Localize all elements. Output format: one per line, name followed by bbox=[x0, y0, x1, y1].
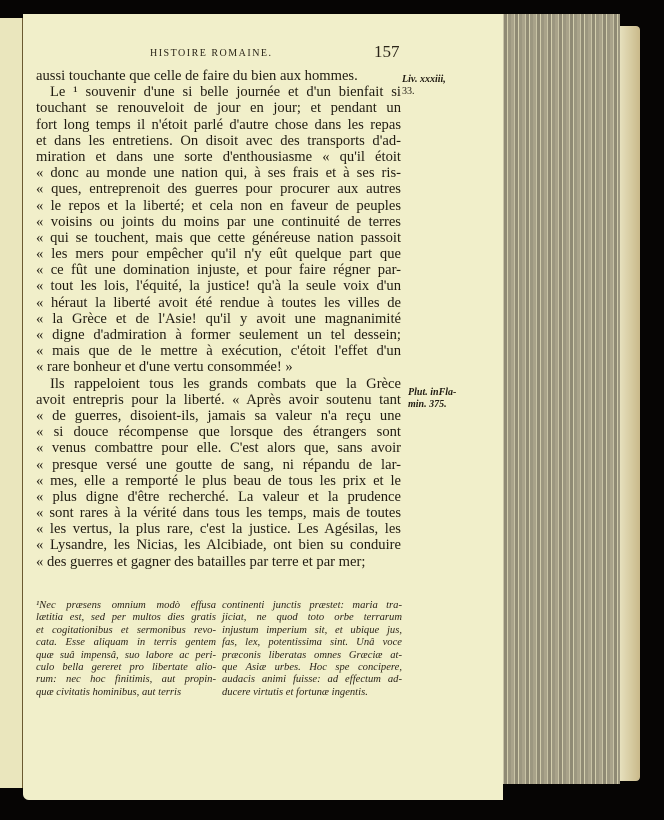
text-line: « la Grèce et de l'Asie! qu'il y avoit une magnanimité bbox=[36, 310, 401, 327]
text-line: « sont rares à la vérité dans tous les temps, mais de toutes bbox=[36, 505, 401, 522]
text-line: « si douce récompense que lorsque des étrangers sont bbox=[36, 424, 401, 441]
text-line: « plus digne d'être recherché. La valeur et la prudence bbox=[36, 488, 401, 505]
body-text bbox=[36, 68, 401, 570]
text-line: aussi touchante que celle de faire du bien aux hommes. bbox=[36, 68, 358, 84]
text-line: « mais que de le mettre à exécution, c'étoit l'effet d'un bbox=[36, 343, 401, 360]
footnote-column-right bbox=[222, 600, 402, 699]
facing-page-edge bbox=[0, 18, 23, 788]
marginal-note-line: Plut. inFla- bbox=[408, 387, 457, 398]
text-line: « de guerres, disoient-ils, jamais sa valeur n'a reçu une bbox=[36, 407, 401, 424]
text-line: « rare bonheur et d'une vertu consommée! » bbox=[36, 359, 293, 376]
footnotes bbox=[36, 600, 402, 699]
text-line: « presque versé une goutte de sang, ni répandu de lar- bbox=[36, 456, 401, 473]
footnote-line: ducere virtutis et fortunæ ingentis. bbox=[222, 686, 368, 698]
text-line: fort long temps il n'étoit parlé d'autre chose dans les repas bbox=[36, 116, 401, 133]
text-line: « les mers pour empêcher qu'il n'y eût quelque part que bbox=[36, 246, 401, 263]
text-line: « le repos et la liberté; et cela non en faveur de peuples bbox=[36, 197, 401, 214]
footnote-line: quæ suâ impensâ, suo labore ac peri- bbox=[36, 649, 216, 661]
page-number: 157 bbox=[374, 42, 400, 61]
book-fore-edge bbox=[620, 26, 640, 781]
text-line: « ce fût une domination injuste, et pour faire régner par- bbox=[36, 262, 401, 279]
text-line: « venus combattre pour elle. C'est alors que, sans avoir bbox=[36, 440, 401, 457]
text-line: « les vertus, la plus rare, c'est la justice. Les Agésilas, les bbox=[36, 521, 401, 538]
page-stack-edges bbox=[500, 14, 620, 784]
footnote-line: præconis liberatas omnes Græciæ at- bbox=[222, 649, 402, 661]
text-line: « des guerres et gagner des batailles par terre et par mer; bbox=[36, 553, 366, 570]
footnote-line: continenti junctis præstet: maria tra- bbox=[222, 600, 402, 611]
footnote-column-left bbox=[36, 600, 216, 699]
text-line: Ils rappeloient tous les grands combats que la Grèce bbox=[50, 375, 401, 392]
running-head: HISTOIRE ROMAINE. bbox=[150, 48, 273, 59]
footnote-line: injustum imperium sit, et ubique jus, bbox=[222, 624, 402, 636]
marginal-note bbox=[408, 387, 456, 411]
text-line: « ques, entreprenoit des guerres pour procurer aux autres bbox=[36, 181, 401, 198]
marginal-note-line: 33. bbox=[402, 86, 415, 97]
text-line: « Lysandre, les Nicias, les Alcibiade, ont bien su conduire bbox=[36, 537, 401, 554]
footnote-line: cata. Esse aliquam in terris gentem bbox=[36, 637, 216, 649]
text-line: Le ¹ souvenir d'une si belle journée et d'un bienfait si bbox=[50, 84, 401, 101]
text-line: « digne d'admiration à former seulement un tel dessein; bbox=[36, 327, 401, 343]
footnote-line: audacis animi fuisse: ad effectum ad- bbox=[222, 674, 402, 686]
footnote-line: ¹Nec præsens omnium modò effusa bbox=[36, 600, 216, 611]
text-line: et dans les entretiens. On disoit avec des transports d'ad- bbox=[36, 132, 401, 149]
text-line: « héraut la liberté avoit été rendue à toutes les villes de bbox=[36, 294, 401, 311]
text-line: « voisins ou joints du moins par une continuité de terres bbox=[36, 213, 401, 230]
footnote-line: culo bella gereret pro libertate alio- bbox=[36, 662, 216, 674]
text-line: « mes, elle a remporté le plus beau de tous les prix et le bbox=[36, 472, 401, 489]
footnote-line: que Asiæ urbes. Hoc spe concipere, bbox=[222, 662, 402, 674]
marginal-note bbox=[402, 74, 446, 98]
text-line: avoit entrepris pour la liberté. « Après avoir soutenu tant bbox=[36, 391, 401, 408]
marginal-note-line: min. 375. bbox=[408, 399, 447, 410]
text-line: « donc au monde une nation qui, à ses frais et à ses ris- bbox=[36, 165, 401, 182]
footnote-line: et cogitationibus et sermonibus revo- bbox=[36, 624, 216, 636]
text-line: « tout les lois, l'équité, la justice! qu'à la seule voix d'un bbox=[36, 278, 401, 295]
footnote-line: jiciat, ne quod toto orbe terrarum bbox=[222, 612, 402, 624]
footnote-line: lætitia est, sed per multos dies gratis bbox=[36, 612, 216, 624]
footnote-line: rum: nec hoc finitimis, aut propin- bbox=[36, 674, 216, 686]
marginal-note-line: Liv. xxxiii, bbox=[402, 74, 446, 85]
text-line: touchant se renouveloit de jour en jour; et pendant un bbox=[36, 100, 401, 117]
text-line: « qui se touchent, mais que cette généreuse nation passoit bbox=[36, 229, 401, 246]
text-line: miration et dans une sorte d'enthousiasme « qu'il étoit bbox=[36, 148, 401, 165]
footnote-line: quæ civitatis hominibus, aut terris bbox=[36, 686, 182, 698]
footnote-line: fas, lex, potentissima sint. Unâ voce bbox=[222, 637, 402, 649]
